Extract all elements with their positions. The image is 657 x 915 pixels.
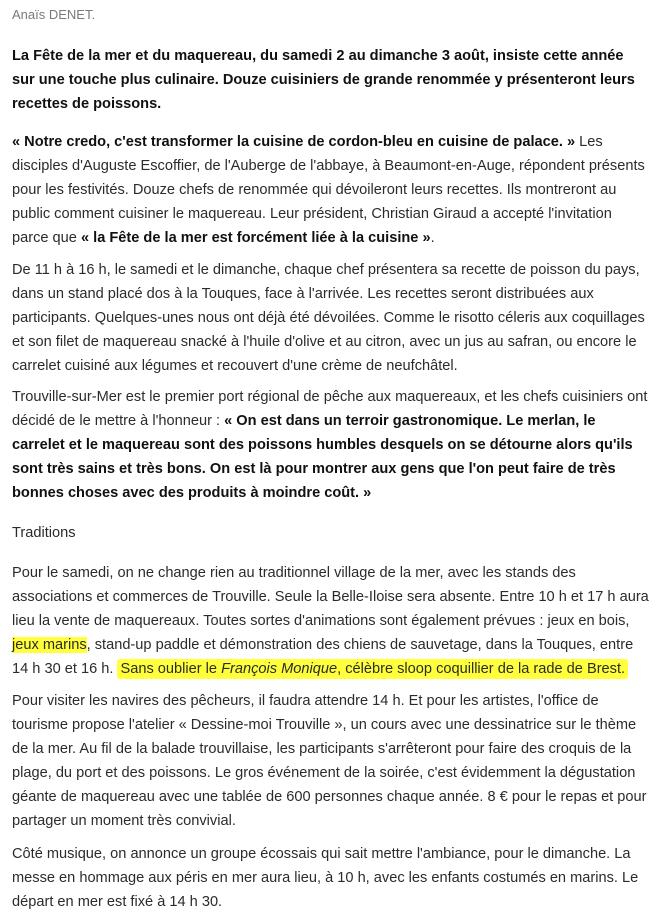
paragraph-3 <box>12 385 646 505</box>
quote-bold: « la Fête de la mer est forcément liée à la cuisine » <box>80 230 431 246</box>
paragraph-line: Pour visiter les navires des pêcheurs, il faudra attendre 14 h. Et pour les artistes, l'office de <box>12 693 599 709</box>
paragraph-line <box>12 130 646 154</box>
intro-line: La Fête de la mer et du maquereau, du samedi 2 au dimanche 3 août, insiste cette année <box>12 48 624 64</box>
article-intro <box>12 44 646 116</box>
text-run: Sans oublier le <box>120 661 222 677</box>
paragraph-line: lieu la vente de maquereaux. Toutes sortes d'animations sont également prévues : jeux en bois, <box>12 613 630 629</box>
intro-line: recettes de poissons. <box>12 96 162 112</box>
paragraph-line: partager un moment très convivial. <box>12 813 236 829</box>
text-run: Les <box>575 134 603 150</box>
paragraph-line: dans un stand placé dos à la Touques, face à l'arrivée. Les recettes seront distribuées aux <box>12 286 594 302</box>
paragraph-line: et son filet de maquereau snacké à l'huile d'olive et au citron, avec un jus au safran, ou encore le <box>12 334 637 350</box>
paragraph-line: associations et commerces de Trouville. Seule la Belle-Iloise sera absente. Entre 10 h et 17 h aura <box>12 589 649 605</box>
paragraph-6 <box>12 842 646 914</box>
paragraph-line: tourisme propose l'atelier « Dessine-moi Trouville », un cours avec une dessinatrice sur le thème <box>12 717 637 733</box>
paragraph-line <box>12 409 646 433</box>
quote-bold: bonnes choses avec des produits à moindre coût. » <box>12 485 372 501</box>
text-run: , stand-up paddle et démonstration des chiens de sauvetage, dans la Touques, entre <box>86 637 634 653</box>
paragraph-line: pour les festivités. Douze chefs de renommée qui dévoileront leurs recettes. Ils montreront au <box>12 182 617 198</box>
paragraph-line: départ en mer est fixé à 14 h 30. <box>12 894 223 910</box>
text-run: . <box>430 230 435 246</box>
paragraph-1 <box>12 130 646 250</box>
author-byline: Anaïs DENET. <box>12 7 96 22</box>
highlighted-text: jeux marins <box>12 637 87 653</box>
paragraph-line: disciples d'Auguste Escoffier, de l'Auberge de l'abbaye, à Beaumont-en-Auge, répondent présents <box>12 158 645 174</box>
paragraph-line: participants. Quelques-unes nous ont déjà été dévoilées. Comme le risotto céleris aux coquillages <box>12 310 645 326</box>
intro-line: sur une touche plus culinaire. Douze cuisiniers de grande renommée y présenteront leurs <box>12 72 635 88</box>
paragraph-line <box>12 226 646 250</box>
paragraph-line: Pour le samedi, on ne change rien au traditionnel village de la mer, avec les stands des <box>12 565 576 581</box>
highlighted-sentence <box>117 659 628 679</box>
quote-bold: carrelet et le maquereau sont des poissons humbles desquels on se détourne alors qu'ils <box>12 437 633 453</box>
paragraph-line <box>12 657 646 681</box>
boat-name: François Monique <box>221 661 338 677</box>
paragraph-line: de la mer. Au fil de la balade trouvillaise, les participants s'arrêteront pour faire des croquis de la <box>12 741 632 757</box>
paragraph-line: Côté musique, on annonce un groupe écossais qui sait mettre l'ambiance, pour le dimanche. La <box>12 846 631 862</box>
section-heading: Traditions <box>12 525 76 541</box>
paragraph-line: public comment cuisiner le maquereau. Leur président, Christian Giraud a accepté l'invitation <box>12 206 612 222</box>
paragraph-line: De 11 h à 16 h, le samedi et le dimanche, chaque chef présentera sa recette de poisson du pays, <box>12 262 640 278</box>
text-run: 14 h 30 et 16 h. <box>12 661 118 677</box>
paragraph-line: géante de maquereau avec une tablée de 600 personnes chaque année. 8 € pour le repas et pour <box>12 789 647 805</box>
text-run: , célèbre sloop coquillier de la rade de Brest. <box>337 661 626 677</box>
paragraph-line: Trouville-sur-Mer est le premier port régional de pêche aux maquereaux, et les chefs cuisiniers ont <box>12 389 648 405</box>
paragraph-line: carrelet cuisiné aux légumes et recouvert d'une crème de neufchâtel. <box>12 358 458 374</box>
paragraph-line: plage, du port et des poissons. Le gros événement de la soirée, c'est évidemment la dégustation <box>12 765 636 781</box>
text-run: parce que <box>12 230 81 246</box>
paragraph-2 <box>12 258 646 378</box>
paragraph-4 <box>12 561 649 681</box>
text-run: décidé de le mettre à l'honneur : <box>12 413 225 429</box>
paragraph-line: messe en hommage aux péris en mer aura lieu, à 10 h, avec les enfants costumés en marins. Le <box>12 870 639 886</box>
quote-bold: sont très sains et très bons. On est là pour montrer aux gens que l'on peut faire de très <box>12 461 616 477</box>
quote-bold: « Notre credo, c'est transformer la cuisine de cordon-bleu en cuisine de palace. » <box>12 134 576 150</box>
quote-bold: « On est dans un terroir gastronomique. Le merlan, le <box>224 413 596 429</box>
paragraph-line <box>12 633 646 657</box>
paragraph-5 <box>12 689 646 833</box>
